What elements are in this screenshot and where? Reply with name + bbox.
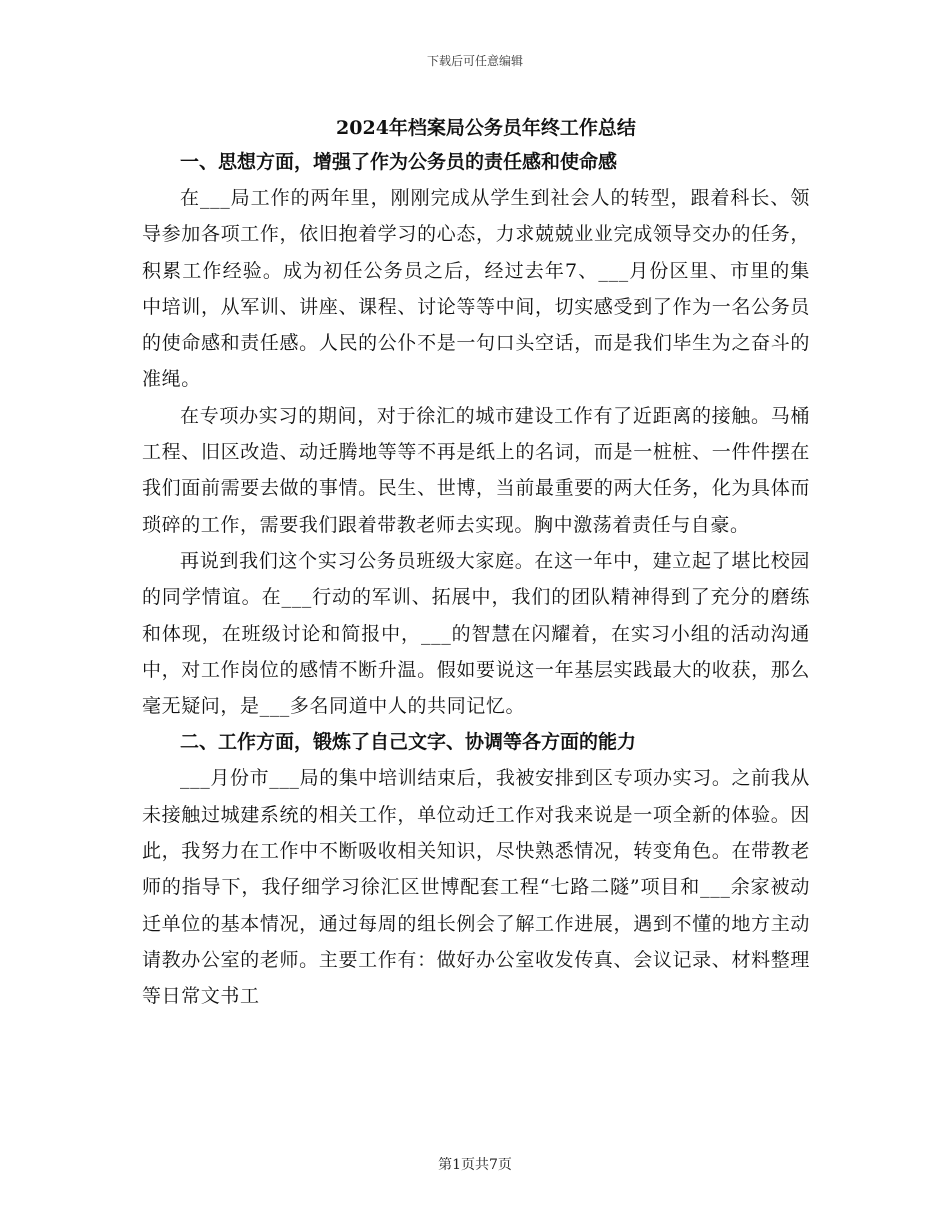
section-heading: 二、工作方面，锻炼了自己文字、协调等各方面的能力: [180, 731, 637, 754]
document-body: [142, 112, 810, 1015]
paragraph: ___月份市___局的集中培训结束后，我被安排到区专项办实习。之前我从未接触过城建系统的相关工作，单位动迁工作对我来说是一项全新的体验。因此，我努力在工作中不断吸收相关知识，尽快熟悉情况，转变角色。在带教老师的指导下，我仔细学习徐汇区世博配套工程“七路二隧”项目和___余家被动迁单位的基本情况，通过每周的组长例会了解工作进展，遇到不懂的地方主动请教办公室的老师。主要工作有：做好办公室收发传真、会议记录、材料整理等日常文书工: [142, 767, 810, 1008]
paragraph: 在专项办实习的期间，对于徐汇的城市建设工作有了近距离的接触。马桶工程、旧区改造、动迁腾地等等不再是纸上的名词，而是一桩桩、一件件摆在我们面前需要去做的事情。民生、世博，当前最重要的两大任务，化为具体而琐碎的工作，需要我们跟着带教老师去实现。胸中激荡着责任与自豪。: [142, 404, 810, 536]
paragraph: 在___局工作的两年里，刚刚完成从学生到社会人的转型，跟着科长、领导参加各项工作，依旧抱着学习的心态，力求兢兢业业完成领导交办的任务，积累工作经验。成为初任公务员之后，经过去年7、___月份区里、市里的集中培训，从军训、讲座、课程、讨论等等中间，切实感受到了作为一名公务员的使命感和责任感。人民的公仆不是一句口头空话，而是我们毕生为之奋斗的准绳。: [142, 187, 810, 391]
header-note: 下载后可任意编辑: [426, 54, 523, 68]
section-heading: 一、思想方面，增强了作为公务员的责任感和使命感: [180, 151, 618, 173]
document-title: 2024年档案局公务员年终工作总结: [336, 117, 636, 139]
paragraph: 再说到我们这个实习公务员班级大家庭。在这一年中，建立起了堪比校园的同学情谊。在___行动的军训、拓展中，我们的团队精神得到了充分的磨练和体现，在班级讨论和简报中，___的智慧在闪耀着，在实习小组的活动沟通中，对工作岗位的感情不断升温。假如要说这一年基层实践最大的收获，那么毫无疑问，是___多名同道中人的共同记忆。: [142, 549, 810, 718]
page-number: 第1页共7页: [438, 1157, 512, 1173]
